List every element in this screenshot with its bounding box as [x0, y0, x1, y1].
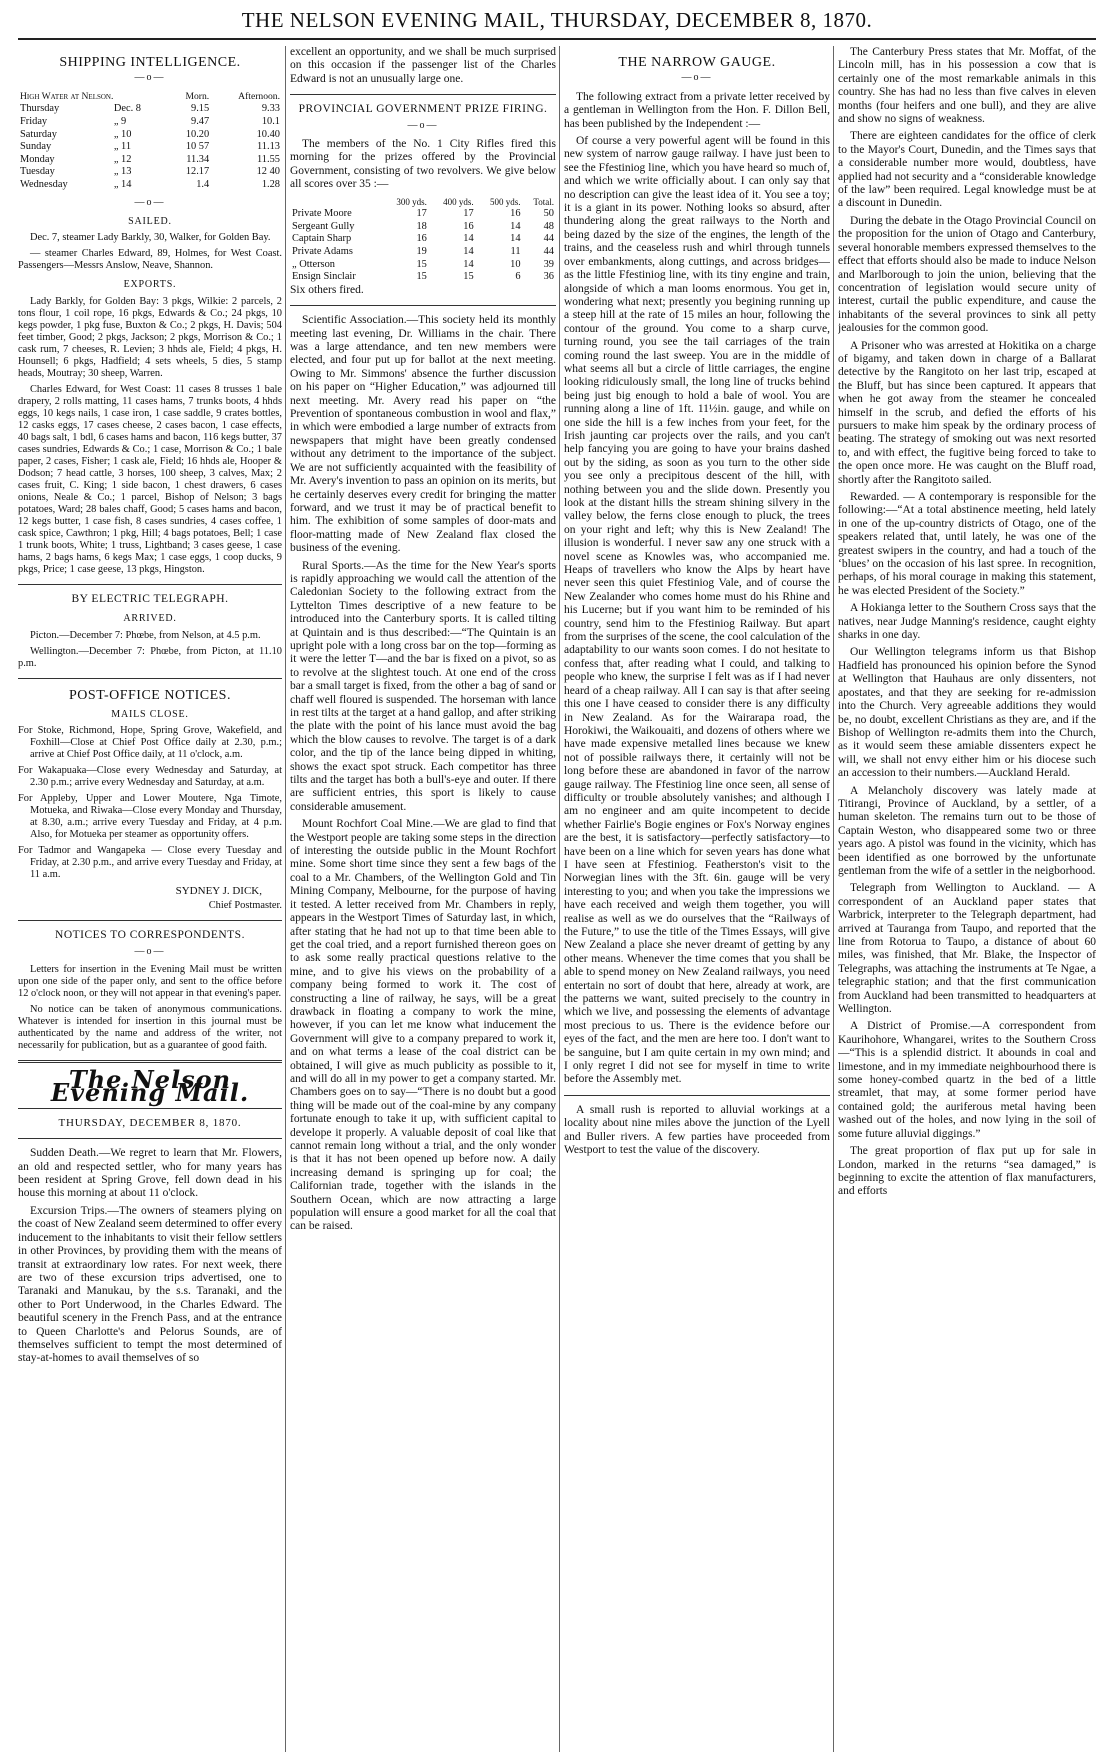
tide-row [18, 129, 282, 142]
tide-row [18, 103, 282, 116]
tide-aft-header: Afternoon. [238, 90, 280, 102]
prize-cell-name: Private Moore [292, 208, 352, 220]
prize-table-header [290, 196, 556, 209]
column-2 [290, 46, 556, 1752]
masthead-rule [18, 38, 1096, 40]
narrow-gauge-intro: The following extract from a private letter received by a gentleman in Wellington from the Hon. F. Dillon Bell, has been published by the Independent :— [564, 90, 830, 130]
prize-cell-a: 18 [416, 220, 427, 232]
section-rule [18, 1138, 282, 1139]
tide-cell-aft: 11.13 [257, 141, 280, 153]
tide-row [18, 141, 282, 154]
prize-col-header: 500 yds. [490, 196, 521, 207]
article-paragraph: A District of Promise.—A correspondent from Kaurihohore, Whangarei, writes to the Southern Cross—“This is a splendid district. It abounds in coal and limestone, and in my immediate neighbourhood there is some honey-combed quartz in the bed of a little streamlet, that may, at some former period have contained gold; the auriferous metal having been washed out of the holes, and now lying in the soil of some future alluvial diggings.” [838, 1020, 1096, 1140]
tide-cell-date: „ 12 [113, 153, 132, 165]
tide-cell-aft: 10.1 [261, 116, 280, 127]
article-continuation: excellent an opportunity, and we shall be much surprised on this occasion if the passenger list of the Charles Edward is not an unusually large one. [290, 46, 556, 85]
tide-row [18, 179, 282, 192]
prize-cell-a: 19 [416, 246, 427, 258]
tide-cell-day: Monday [20, 153, 55, 165]
postmaster-name: SYDNEY J. DICK, [175, 885, 262, 898]
prize-cell-name: Captain Sharp [292, 233, 352, 245]
prize-col-header: 300 yds. [396, 196, 427, 207]
telegraph-item: Picton.—December 7: Phœbe, from Nelson, at 4.5 p.m. [30, 629, 261, 641]
section-rule [18, 1108, 282, 1109]
post-office-heading: POST-OFFICE NOTICES. [69, 687, 231, 703]
prize-col-header: Total. [533, 196, 554, 207]
tide-cell-date: „ 11 [113, 141, 132, 153]
article-excursion-trips: Excursion Trips.—The owners of steamers plying on the coast of New Zealand seem determined to offer every inducement to the inhabitants to visit their fellow settlers in other Provinces, by providing them with the means of transit at extraordinary low rates. For next week, there are two of these excursion trips advertised, one to Taranaki and Manukau, by the s.s. Taranaki, and the other to Port Underwood, in the Charles Edward. The beautiful scenery in the French Pass, and at the entrance to Queen Charlotte's and Pelorus Sounds, are of themselves sufficient to tempt the most determined of stay-at-homes to avail themselves of so [18, 1204, 282, 1365]
column-divider [285, 46, 286, 1752]
masthead: THE NELSON EVENING MAIL, THURSDAY, DECEMBER 8, 1870. [241, 8, 873, 32]
tide-table-header [18, 91, 282, 104]
article-paragraph: A Prisoner who was arrested at Hokitika on a charge of bigamy, and taken down in charge of a Ballarat detective by the Rangitoto on her last trip, escaped at the Bluff, but has since been captured. It appears that when he got away from the steamer he concealed himself in the scrub, and defied the efforts of his pursuers to make him speak by the ordinary process of beating. The strategy of smoking out was next resorted to, and with effect, the fugitive being forced to take to the open once more. He was caught on the Bluff road, shortly after the Rangitoto sailed. [838, 339, 1096, 486]
postmaster-title: Chief Postmaster. [208, 899, 282, 911]
prize-score-table [290, 196, 556, 284]
section-rule [18, 920, 282, 921]
prize-cell-name: Private Adams [292, 246, 353, 258]
article-paragraph: Rewarded. — A contemporary is responsible for the following:—“At a total abstinence meeting, held lately in one of the up-country districts of Otago, one of the speakers related that, until lately, he was one of the greatest swipers in the country, and had a touch of the ‘blues’ on the occasion of his last spree. In recognition, perhaps, of his moral courage in making this statement, he was elected President of the Society.” [838, 491, 1096, 597]
prize-cell-t: 48 [543, 220, 554, 232]
mails-close-heading: MAILS CLOSE. [111, 709, 189, 720]
prize-row [290, 271, 556, 284]
tide-cell-day: Thursday [20, 103, 60, 115]
section-rule [290, 305, 556, 306]
tide-morn-header: Morn. [185, 90, 210, 102]
mail-notice: For Appleby, Upper and Lower Moutere, Nga Timote, Motueka, and Riwaka—Close every Monday and Thursday, at 8.30, a.m.; arrive every Tuesday and Friday, at 4 p.m. Also, for Motueka per steamer as opportunity offers. [18, 793, 282, 841]
tide-row [18, 166, 282, 179]
tide-cell-aft: 11.55 [257, 153, 280, 165]
tide-cell-morn: 10 57 [185, 141, 210, 153]
prize-cell-t: 44 [543, 233, 554, 245]
prize-cell-a: 15 [416, 271, 427, 283]
tide-cell-day: Sunday [20, 141, 52, 153]
section-rule [290, 94, 556, 95]
prize-cell-c: 14 [510, 220, 521, 232]
prize-cell-b: 14 [463, 233, 474, 245]
column-4 [838, 46, 1096, 1752]
tide-cell-aft: 10.40 [256, 128, 280, 140]
tide-cell-morn: 9.47 [191, 116, 210, 127]
tide-cell-day: Wednesday [20, 178, 68, 190]
notices-heading: NOTICES TO CORRESPONDENTS. [55, 929, 245, 942]
article-paragraph: The great proportion of flax put up for sale in London, marked in the returns “sea damaged,” is beginning to excite the attention of flax manufacturers, and efforts [838, 1145, 1096, 1198]
arrived-heading: ARRIVED. [123, 613, 177, 625]
ornament: —o— [134, 72, 166, 84]
section-rule [18, 584, 282, 585]
narrow-gauge-body: Of course a very powerful agent will be found in this new system of narrow gauge railway. I have just been to see the Ffestiniog line, which you have heard so much of, and which we write officially about. I can only say that no description can give the least idea of it. You see a toy; it is a giant in its power. Nothing looks so absurd, after thundering along the great railways to the North and being dazed by the size of the engines, the length of the trains, and the ceaseless rush and whirl through tunnels over embankments, along cuttings, and across bridges—as the little Ffestiniog line, with its tiny engine and train, alongside of which a man looms enormous. You get in, wondering what next; presently you begining running up a steep hill at the rate of 15 miles an hour, following the contour of the ground. You come to a sharp curve, turning round, you see the tail carriages of the train coming round the last sweep. You are in the middle of what seems all but a circle of little carriages, the engine looking ridiculously small, the long line of trucks behind being just big enough to hold a bale of wool. You are running along a line of 1ft. 11½in. gauge, and while on one side the hill is a few inches from your feet, for the Irish jaunting car projects over the rails, and you can't help fancying you are going to have your brains dashed out by the siding, as soon as you turn to the other side you see only a precipitous descent of the hill, with nothing between you and the slide down. Presently you look at the distant hills the stream shining silvery in the valley below, the ferns close enough to pluck, the trees on your right and left; why this is New Zealand! The illusion is wonderful. I never saw any one struck with a novel scene as Knowles was, who accompanied me. Heaps of travellers who know the Alps by heart have never seen this quiet Ffestiniog Vale, and of course the New Zealander who comes home must do his Rhine and his Lucerne; but if you want him to be reminded of his country, send him to the Ffestiniog Railway. But apart from the surprises of the scene, the cool calculation of the adaptability to our wants soon comes. I do not hesitate to confess that, after reading what I could, and talking to people who knew, the surprise I felt was as if I had never heard of a cheap railway. All I can say is that after seeing this one I have ceased to consider there is any difficulty in New Zealand. As for the Wairarapa road, the Horokiwi, the Waikouaiti, and dozens of others where we have made expensive metalled lines because we knew not of possible railways there, it certainly will not be long before these are abandoned in favor of the narrow gauge railway. The Ffestiniog line once seen, all sense of difficulty or trouble absolutely vanishes; and although I am no engineer and am quite incompetent to decide whether Fairlie's Bogie engines or Fox's Norway engines are the best, it is satisfactory—perfectly satisfactory—to have been on a line which for seven years has done what I have seen at Ffestiniog. Featherston's visit to the Norwegian lines with the 3ft. 6in. gauge will be very interesting to you; and when you take the impressions we have each received and weigh them together, you will realise as well as we do ourselves that the “Railways of the Future,” to use the title of the Times Essays, will give New Zealand a place she never dreamt of getting by any other means. Whenever the time comes that you shall be able to spend money on New Zealand railways, you need entertain no sort of doubt that here, already at work, are the patterns we want, suited precisely to the country in which we live, and possessing the elements of advantage most precious to us. There is the evidence before our eyes of the fact, and the men are here too. I don't want to be sanguine, but I am quite certain in my own mind; and I only regret I did not see for myself in time to write before the Assembly met. [564, 135, 830, 1086]
tide-cell-aft: 12 40 [256, 166, 280, 178]
prize-cell-t: 44 [543, 246, 554, 258]
tide-row [18, 154, 282, 167]
mail-notice: For Wakapuaka—Close every Wednesday and Saturday, at 2.30 p.m.; arrive every Wednesday and Saturday, at a.m. [18, 765, 282, 789]
prize-row [290, 221, 556, 234]
ornament: —o— [134, 196, 166, 208]
sailed-item: — steamer Charles Edward, 89, Holmes, for West Coast. Passengers—Messrs Anslow, Neave, Shannon. [18, 248, 282, 272]
prize-cell-c: 16 [510, 208, 521, 220]
prize-cell-name: „ Otterson [292, 258, 335, 270]
prize-col-header: 400 yds. [443, 196, 474, 207]
article-mount-rochfort: Mount Rochfort Coal Mine.—We are glad to find that the Westport people are taking some steps in the direction of interesting the outside public in the Mount Rochfort mine. Some short time since they sent a few bags of the coal to a Mr. Chambers, of the Wellington Gold and Tin Mining Company, Melbourne, for the purpose of having it tested. A letter received from Mr. Chambers in reply, appears in the Westport Times of Saturday last, in which, after stating that he had not up to that time been able to get the coal tried, and a report furnished thereon goes on to ask some really practical questions relative to the mine, and to give his views on the probability of a company being formed to work it. The cost of constructing a line of railway, he says, will be a great drawback in floating a company to work the mine, however, if you can let me know what inducement the Government will give to a company prepared to work it, and on what terms a lease of the coal district can be obtained, I will give as much publicity as possible to it, and will do all in my power to get a company started. Mr. Chambers goes on to say—“There is no doubt but a good thing will be made out of the coal-mine by any company fortunate enough to take it up, with sufficient capital to develope it properly. A valuable deposit of coal like that cannot remain long without a trial, and the only wonder is that it has not been opened up before now. A daily increasing demand is springing up for coal; the Californian trade, together with the islands in the Southern Ocean, which are now attracting a large population will ensure a good market for all the coal that can be raised. [290, 818, 556, 1233]
prize-cell-a: 17 [416, 208, 427, 220]
exports-item: Charles Edward, for West Coast: 11 cases 8 trusses 1 bale drapery, 2 rolls matting, 11 cases hams, 7 trunks boots, 4 hhds eggs, 10 kegs nails, 1 case iron, 1 case saddle, 9 crates bottles, 12 casks eggs, 17 cases cheese, 2 cases bacon, 1 case effects, 40 bags salt, 1 bdl, 6 cases hams and bacon, 116 kegs butter, 37 cases sundries, Edwards & Co.; 1 case, Morrison & Co.; 1 bale paper, 2 cases, Fisher; 1 cask ale, Field; 16 hhds ale, Hooper & Dodson; 7 head cattle, 3 horses, 100 sheep, 3 calves, Max; 2 cases fruit, C. King; 1 side bacon, 1 chest drawers, 6 cases onions, Neale & Co.; 1 parcel, Bishop of Nelson; 3 bags potatoes, Ward; 28 bales chaff, Good; 5 cases hams and bacon, 12 kegs butter, 1 case fish, 8 cases sundries, 4 cases coffee, 1 cask spice, Cawthron; 1 pkg, Hill; 4 bags potatoes, Bell; 1 case 1 trunk boots, White; 1 truss, Lightband; 3 cases geese, 1 case hams, 2 bags hams, 6 kegs Max; 1 case eggs, 1 coop ducks, 9 pkgs, Price; 1 case geese, 13 pkgs, Hingston. [18, 383, 282, 575]
prize-row [290, 259, 556, 272]
narrow-gauge-heading: THE NARROW GAUGE. [618, 55, 776, 70]
prize-row [290, 208, 556, 221]
article-paragraph: A Melancholy discovery was lately made at Titirangi, Province of Auckland, by a settler, of a human skeleton. The remains turn out to be those of Captain Weston, who disappeared some two or three years ago. A pistol was found in the vicinity, which has been identified as one borrowed by the unfortunate gentleman from the wife of a settler in the neigborhood. [838, 784, 1096, 877]
tide-cell-date: „ 9 [113, 116, 127, 127]
tide-cell-day: Friday [20, 116, 48, 127]
section-rule [18, 678, 282, 679]
prize-cell-t: 39 [543, 258, 554, 270]
tide-caption: High Water at Nelson. [20, 90, 114, 102]
prize-firing-heading: PROVINCIAL GOVERNMENT PRIZE FIRING. [298, 103, 548, 116]
prize-cell-c: 10 [510, 258, 521, 270]
tide-cell-date: „ 14 [113, 178, 132, 190]
prize-cell-name: Ensign Sinclair [292, 271, 356, 283]
prize-cell-t: 50 [543, 208, 554, 220]
tide-row [18, 116, 282, 129]
shipping-heading: SHIPPING INTELLIGENCE. [59, 55, 241, 70]
tide-cell-morn: 12.17 [185, 166, 210, 178]
tide-cell-aft: 1.28 [261, 178, 280, 190]
prize-row [290, 233, 556, 246]
prize-footer: Six others fired. [290, 283, 364, 296]
tide-cell-morn: 9.15 [191, 103, 210, 115]
nameplate: The Nelson Evening Mail. [50, 1065, 250, 1108]
sailed-heading: SAILED. [128, 215, 172, 227]
prize-cell-b: 15 [463, 271, 474, 283]
prize-row [290, 246, 556, 259]
ornament: —o— [134, 945, 166, 957]
tide-cell-day: Tuesday [20, 166, 55, 178]
sailed-item: Dec. 7, steamer Lady Barkly, 30, Walker, for Golden Bay. [30, 232, 271, 244]
notice-paragraph: No notice can be taken of anonymous communications. Whatever is intended for insertion in this journal must be authenticated by the name and address of the writer, not necessarily for publication, but as a guarantee of good faith. [18, 1004, 282, 1052]
tide-cell-aft: 9.33 [261, 103, 280, 115]
notice-paragraph: Letters for insertion in the Evening Mail must be written upon one side of the paper only, and sent to the office before 12 o'clock noon, or they will not appear in that evening's paper. [18, 964, 282, 1000]
tide-cell-morn: 11.34 [186, 153, 210, 165]
prize-cell-b: 14 [463, 258, 474, 270]
column-1 [18, 46, 282, 1752]
article-small-rush: A small rush is reported to alluvial workings at a locality about nine miles above the junction of the Lyell and Buller rivers. A few parties have proceeded from Westport to test the value of the discovery. [564, 1103, 830, 1157]
mail-notice: For Stoke, Richmond, Hope, Spring Grove, Wakefield, and Foxhill—Close at Chief Post Office daily at 2.30, p.m.; arrive at Chief Post Office daily, at 11 o'clock, a.m. [18, 725, 282, 761]
ornament: —o— [407, 119, 439, 131]
prize-cell-t: 36 [543, 271, 554, 283]
double-rule [18, 1060, 282, 1063]
exports-item: Lady Barkly, for Golden Bay: 3 pkgs, Wilkie: 2 parcels, 2 tons flour, 1 coil rope, 16 pkgs, Edwards & Co.; 24 pkgs, 10 kegs powder, 1 pkg fuse, Buxton & Co.; 2 pkgs, H. Davis; 504 feet timber, Good; 2 pkgs, Jackson; 2 pkgs, Morrison & Co.; 1 cask rum, 7 cheeses, R. Levien; 3 hhds ale, Field; 4 pkgs, H. Hounsell; 6 pkgs, Hadfield; 4 sets wheels, 5 dies, 5 stamp heads, Moutray; 30 sheep, Warren. [18, 295, 282, 379]
mail-notice: For Tadmor and Wangapeka — Close every Tuesday and Friday, at 2.30 p.m., and arrive every Tuesday and Friday, at 11 a.m. [18, 845, 282, 881]
prize-cell-c: 6 [515, 271, 521, 283]
column-3 [564, 46, 830, 1752]
prize-intro: The members of the No. 1 City Rifles fired this morning for the prizes offered by the Provincial Government, consisting of two revolvers. We give below all scores over 35 :— [290, 138, 556, 191]
article-sudden-death: Sudden Death.—We regret to learn that Mr. Flowers, an old and respected settler, who for many years has been resident at Spring Grove, fell down dead in his house this morning at about 11 o'clock. [18, 1147, 282, 1200]
article-paragraph: A Hokianga letter to the Southern Cross says that the natives, near Judge Manning's residence, caught eighty sharks in one day. [838, 602, 1096, 642]
article-paragraph: Our Wellington telegrams inform us that Bishop Hadfield has pronounced his opinion before the Synod at Wellington that Hauhaus are only dissenters, not apostates, and that they are seeking for re-admission into the Church. Very agreeable additions they would be, no doubt, excellent Christians as they are, and if the Bishop of Wellington re-admits them into the Church, as it would seem these amiable dissenters expect he will, we shall not envy either him or his diocese such an accession to their numbers.—Auckland Herald. [838, 646, 1096, 780]
prize-cell-name: Sergeant Gully [292, 220, 355, 232]
column-divider [833, 46, 834, 1752]
article-paragraph: The Canterbury Press states that Mr. Moffat, of the Lincoln mill, has in his possession a cow that is certainly one of the most remarkable animals in this country. She has had no less than five calves in eleven months (four heifers and one bull), and they are alive and show no signs of weakness. [838, 46, 1096, 126]
tide-cell-morn: 1.4 [196, 178, 210, 190]
article-paragraph: Telegraph from Wellington to Auckland. — A correspondent of an Auckland paper states that Warbrick, interpreter to the Telegraph department, had arrived at Tauranga from Taupo, and reported that the line from Rotorua to Taupo, a distance of about 60 miles, was finished, that Mr. Blake, the Inspector of Telegraphs, was attaching the instruments at Te Ngae, a telegraphic station; and that the first communication from Auckland had been transmitted to headquarters at Wellington. [838, 882, 1096, 1016]
section-rule [564, 1095, 830, 1096]
tide-cell-date: „ 13 [113, 166, 132, 178]
tide-cell-day: Saturday [20, 128, 57, 140]
tide-cell-date: „ 10 [113, 128, 132, 140]
prize-cell-b: 16 [463, 220, 474, 232]
tide-cell-date: Dec. 8 [113, 103, 141, 115]
ornament: —o— [681, 72, 713, 84]
tide-table [18, 91, 282, 192]
telegraph-item: Wellington.—December 7: Phœbe, from Picton, at 11.10 p.m. [18, 645, 282, 669]
telegraph-heading: BY ELECTRIC TELEGRAPH. [71, 592, 229, 605]
column-divider [559, 46, 560, 1752]
prize-cell-b: 17 [463, 208, 474, 220]
dateline: THURSDAY, DECEMBER 8, 1870. [58, 1116, 242, 1129]
prize-cell-c: 11 [510, 246, 521, 258]
article-scientific-association: Scientific Association.—This society held its monthly meeting last evening, Dr. Williams in the chair. There was a large attendance, and ten new members were elected, and four put up for ballot at the next meeting. Owing to Mr. Simmons' absence the further discussion on his paper on “Higher Education,” was adjourned till next meeting. Mr. Avery read his paper on “the Prevention of spontaneous combustion in wool and flax,” in which were embodied a large number of extracts from newspapers that might have been greatly condensed without any detriment to the importance of the subject. We are not sufficiently acquainted with the feasibility of Mr. Avery's invention to pass an opinion on its merits, but he certainly deserves every credit for bringing the matter forward, and we trust it may be of practical benefit to him. The exhibition of some samples of door-mats and floor-matting made of New Zealand flax closed the business of the evening. [290, 314, 556, 555]
tide-cell-morn: 10.20 [185, 128, 210, 140]
prize-cell-a: 16 [416, 233, 427, 245]
prize-cell-b: 14 [463, 246, 474, 258]
article-paragraph: During the debate in the Otago Provincial Council on the proposition for the union of Otago and Canterbury, several honorable members expressed themselves to the effect that efforts should also be made to induce Nelson and Marlborough to join the union, believing that the concentration of legislation would secure unity of interest, curtail the public expenditure, and cause the inhabitants of the several provinces to sink all petty jealousies for the common good. [838, 214, 1096, 335]
article-paragraph: There are eighteen candidates for the office of clerk to the Mayor's Court, Dunedin, and the Times says that a considerable number more would, doubtless, have applied had not security and a “considerable knowledge of the law” been required. Legal knowledge must be at a discount in Dunedin. [838, 130, 1096, 210]
article-rural-sports: Rural Sports.—As the time for the New Year's sports is rapidly approaching we would call the attention of the Caledonian Society to the following extract from the Lyttelton Times descriptive of a new feature to be introduced into the Canterbury sports. It is called tilting at Quintain and is thus described:—“The Quintain is an upright pole with a long cross bar on the top—forming as it were the letter T—and the bar is fixed on a pivot, so as to revolve at the slightest touch. At one end of the cross bar a small target is fixed, from the other a bag of sand or chaff well floured is suspended. The horseman with lance in rest tilts at the target at a hand gallop, and after striking the plate with the point of his lance must avoid the bag which the blow causes to revolve. The target is of a dark color, and the tip of the lance being dipped in whiting, shows the exact spot struck. Each competitor has three tilts and the target has both a bull's-eye and outer. If there are sufficient entries, this sport is likely to cause considerable amusement. [290, 559, 556, 813]
prize-cell-a: 15 [416, 258, 427, 270]
prize-cell-c: 14 [510, 233, 521, 245]
exports-heading: EXPORTS. [123, 279, 177, 291]
